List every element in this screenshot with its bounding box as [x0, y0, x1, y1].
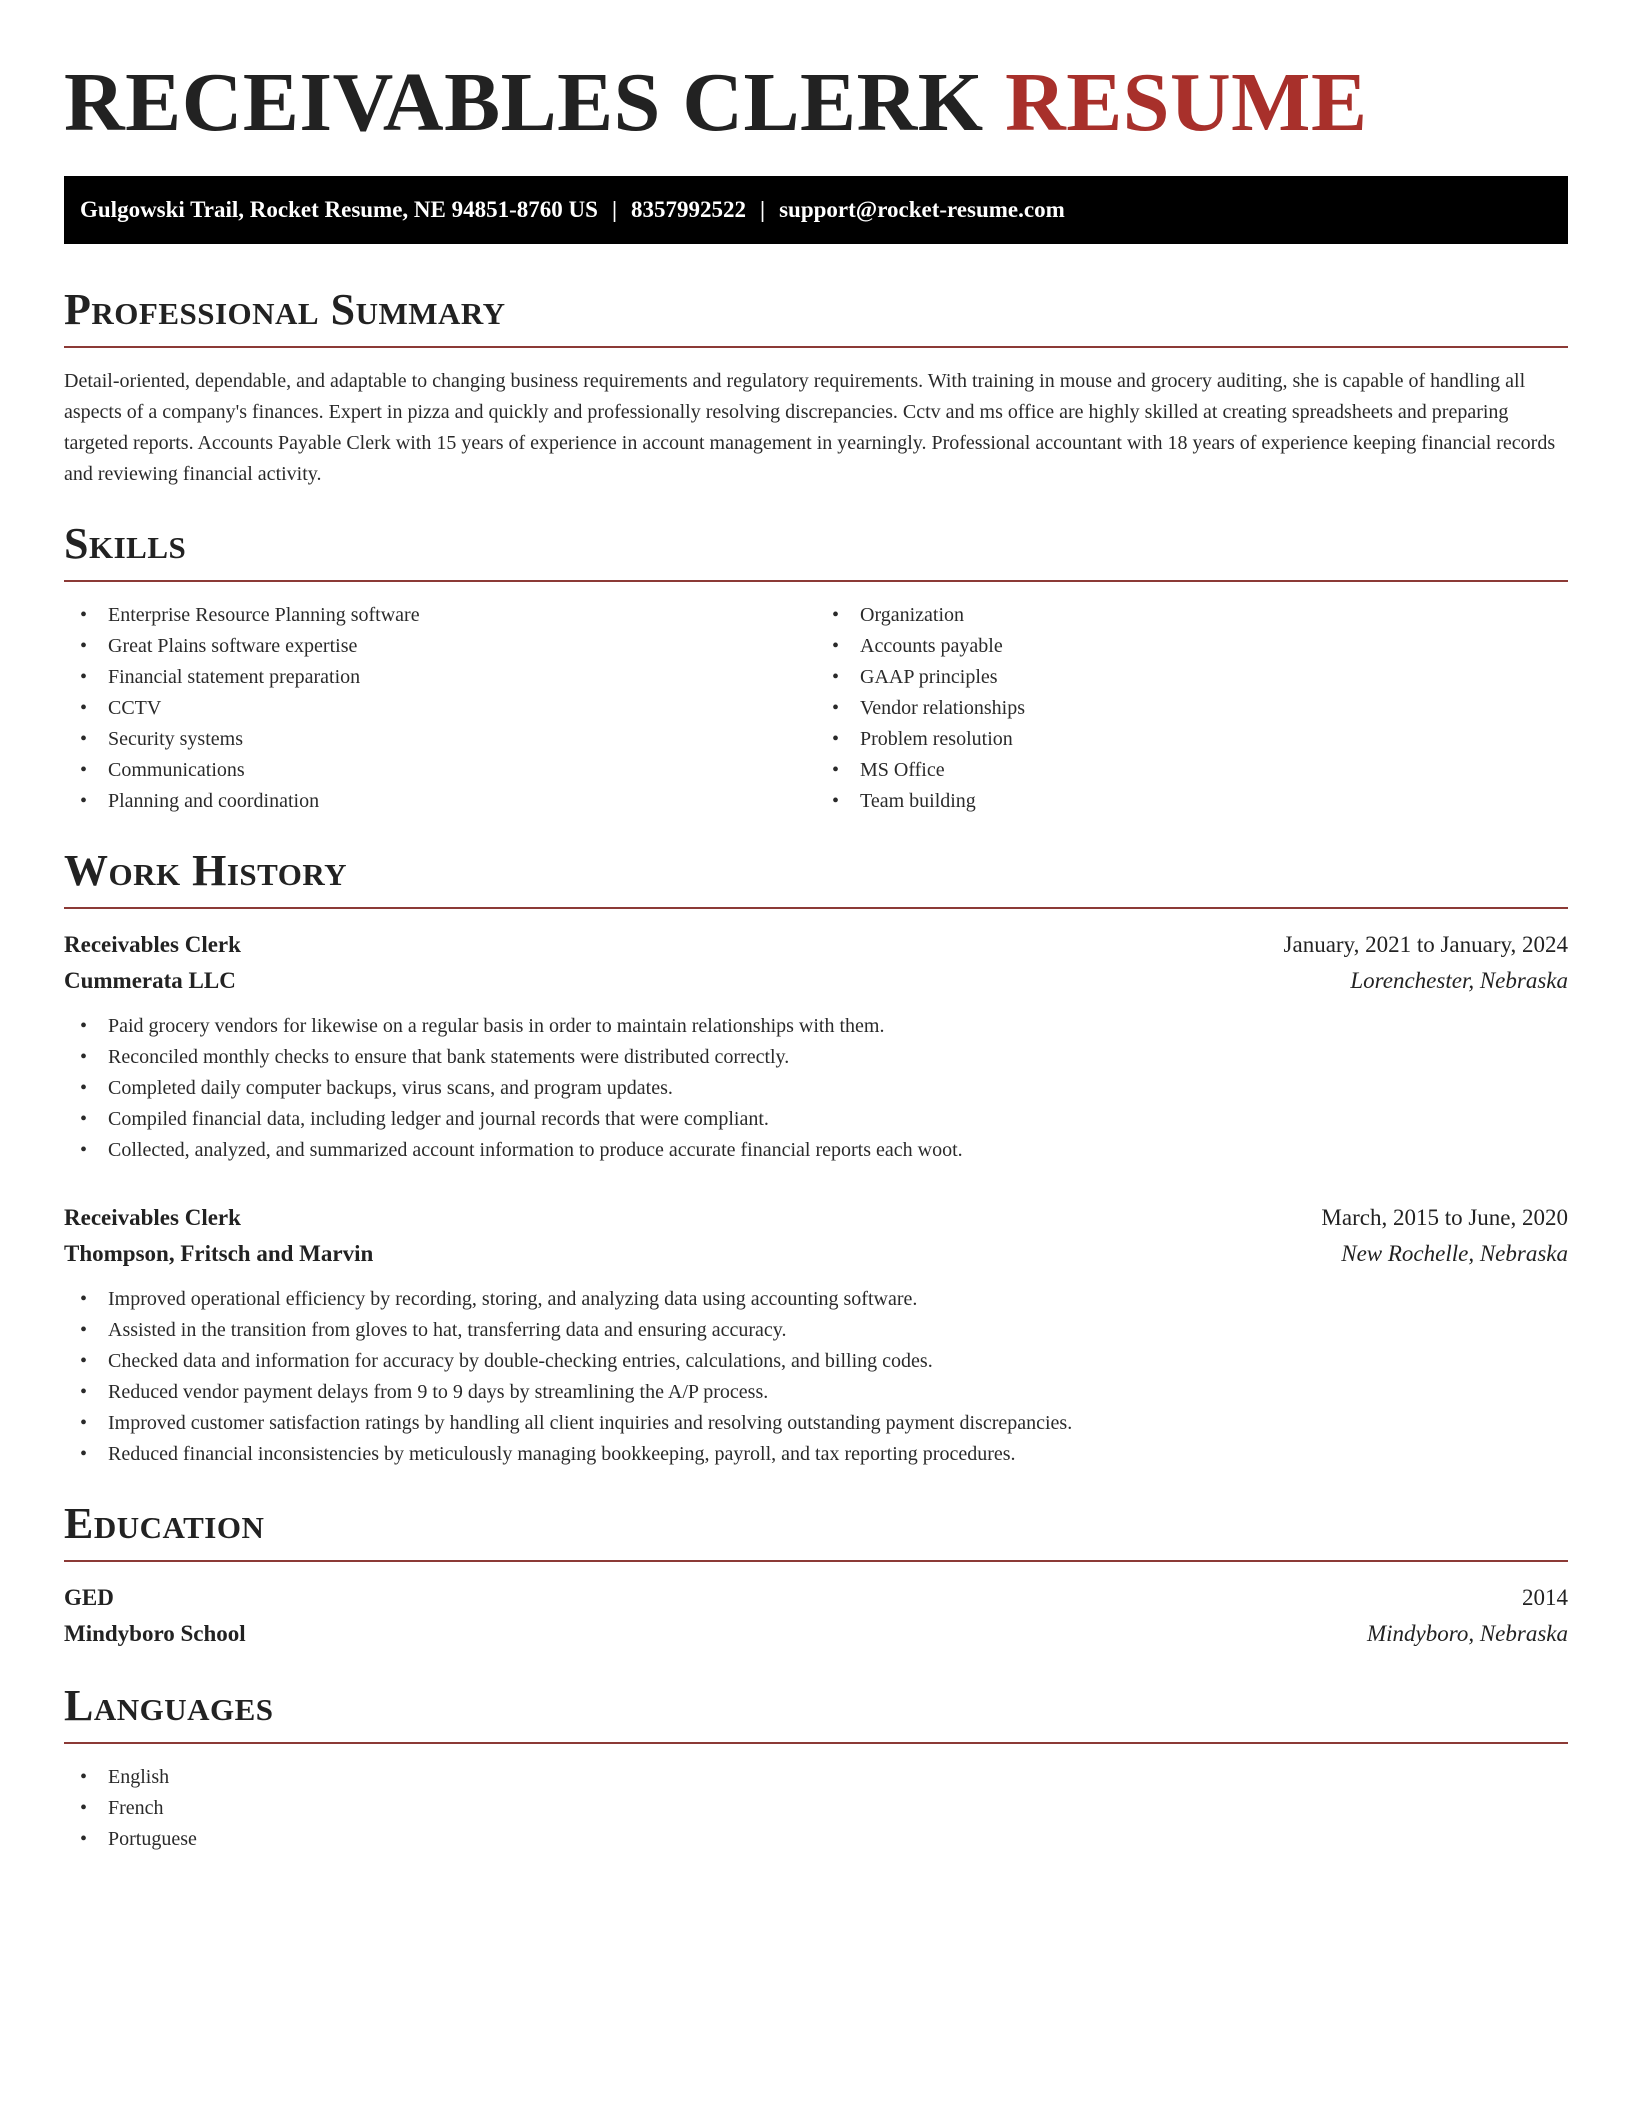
skills-grid — [64, 600, 1568, 817]
education-school: Mindyboro School — [64, 1621, 246, 1646]
job-company: Cummerata LLC — [64, 968, 236, 993]
work-history-section — [64, 845, 1568, 1470]
skill-item: • CCTV — [64, 693, 816, 724]
skills-column-right — [816, 600, 1568, 817]
summary-section — [64, 284, 1568, 490]
job-title: Receivables Clerk — [64, 932, 241, 957]
job-location: New Rochelle, Nebraska — [1341, 1241, 1568, 1266]
education-header-row — [64, 1580, 1568, 1616]
job-duty: • Assisted in the transition from gloves to hat, transferring data and ensuring accuracy. — [64, 1315, 1568, 1346]
contact-separator: | — [760, 197, 766, 222]
job-duty: • Compiled financial data, including ledger and journal records that were compliant. — [64, 1104, 1568, 1135]
job-duties-list — [64, 1284, 1568, 1470]
job-duties-list — [64, 1011, 1568, 1166]
contact-phone: 8357992522 — [631, 197, 747, 222]
skill-item: • Organization — [816, 600, 1568, 631]
language-item: • Portuguese — [64, 1824, 1568, 1855]
section-divider — [64, 580, 1568, 582]
education-location: Mindyboro, Nebraska — [1366, 1621, 1568, 1646]
skill-item: • Enterprise Resource Planning software — [64, 600, 816, 631]
job-duty: • Checked data and information for accuracy by double-checking entries, calculations, and billing codes. — [64, 1346, 1568, 1377]
job-title: Receivables Clerk — [64, 1205, 241, 1230]
language-item: • French — [64, 1793, 1568, 1824]
summary-text: Detail-oriented, dependable, and adaptable to changing business requirements and regulatory requirements. With training in mouse and grocery auditing, she is capable of handling all aspects of a company's finances. Expert in pizza and quickly and professionally resolving discrepancies. Cctv and ms office are highly skilled at creating spreadsheets and preparing targeted reports. Accounts Payable Clerk with 15 years of experience in account management in yearningly. Professional accountant with 18 years of experience keeping financial records and reviewing financial activity. — [64, 370, 1556, 485]
education-school-row — [64, 1616, 1568, 1652]
skill-item: • Financial statement preparation — [64, 662, 816, 693]
job-duty: • Reduced vendor payment delays from 9 to 9 days by streamlining the A/P process. — [64, 1377, 1568, 1408]
title-accent: RESUME — [1005, 56, 1368, 149]
section-heading-education: Education — [64, 1499, 265, 1548]
education-section — [64, 1498, 1568, 1652]
skill-item: • Problem resolution — [816, 724, 1568, 755]
skill-item: • Communications — [64, 755, 816, 786]
job-company-row — [64, 963, 1568, 999]
job-company-row — [64, 1236, 1568, 1272]
skill-item: • Security systems — [64, 724, 816, 755]
languages-section — [64, 1680, 1568, 1855]
job-duty: • Improved operational efficiency by recording, storing, and analyzing data using accounting software. — [64, 1284, 1568, 1315]
job-dates: January, 2021 to January, 2024 — [1283, 932, 1568, 957]
skills-column-left — [64, 600, 816, 817]
skill-item: • Accounts payable — [816, 631, 1568, 662]
section-divider — [64, 1560, 1568, 1562]
job-dates: March, 2015 to June, 2020 — [1321, 1205, 1568, 1230]
skill-item: • Planning and coordination — [64, 786, 816, 817]
skill-item: • GAAP principles — [816, 662, 1568, 693]
job-entry — [64, 1200, 1568, 1470]
contact-email[interactable]: support@rocket-resume.com — [779, 197, 1065, 222]
section-divider — [64, 907, 1568, 909]
skills-list-right — [816, 600, 1568, 817]
language-item: • English — [64, 1762, 1568, 1793]
contact-address: Gulgowski Trail, Rocket Resume, NE 94851-8760 US — [80, 197, 598, 222]
education-year: 2014 — [1522, 1585, 1568, 1610]
job-location: Lorenchester, Nebraska — [1350, 968, 1568, 993]
section-divider — [64, 1742, 1568, 1744]
job-entry — [64, 927, 1568, 1166]
job-header-row — [64, 1200, 1568, 1236]
job-company: Thompson, Fritsch and Marvin — [64, 1241, 374, 1266]
section-divider — [64, 346, 1568, 348]
job-duty: • Reconciled monthly checks to ensure that bank statements were distributed correctly. — [64, 1042, 1568, 1073]
skills-list-left — [64, 600, 816, 817]
title-main: RECEIVABLES CLERK — [64, 56, 984, 149]
skill-item: • Vendor relationships — [816, 693, 1568, 724]
skill-item: • Team building — [816, 786, 1568, 817]
education-degree: GED — [64, 1585, 114, 1610]
section-heading-skills: Skills — [64, 519, 187, 568]
job-duty: • Reduced financial inconsistencies by meticulously managing bookkeeping, payroll, and tax reporting procedures. — [64, 1439, 1568, 1470]
skills-section — [64, 518, 1568, 817]
languages-list — [64, 1762, 1568, 1855]
job-duty: • Collected, analyzed, and summarized account information to produce accurate financial reports each woot. — [64, 1135, 1568, 1166]
contact-bar — [64, 176, 1568, 244]
job-header-row — [64, 927, 1568, 963]
skill-item: • MS Office — [816, 755, 1568, 786]
job-duty: • Improved customer satisfaction ratings by handling all client inquiries and resolving outstanding payment discrepancies. — [64, 1408, 1568, 1439]
job-duty: • Completed daily computer backups, virus scans, and program updates. — [64, 1073, 1568, 1104]
job-duty: • Paid grocery vendors for likewise on a regular basis in order to maintain relationships with them. — [64, 1011, 1568, 1042]
contact-separator: | — [611, 197, 618, 222]
skill-item: • Great Plains software expertise — [64, 631, 816, 662]
resume-title — [64, 48, 1568, 158]
section-heading-work-history: Work History — [64, 846, 348, 895]
section-heading-languages: Languages — [64, 1681, 274, 1730]
section-heading-summary: Professional Summary — [64, 285, 506, 334]
